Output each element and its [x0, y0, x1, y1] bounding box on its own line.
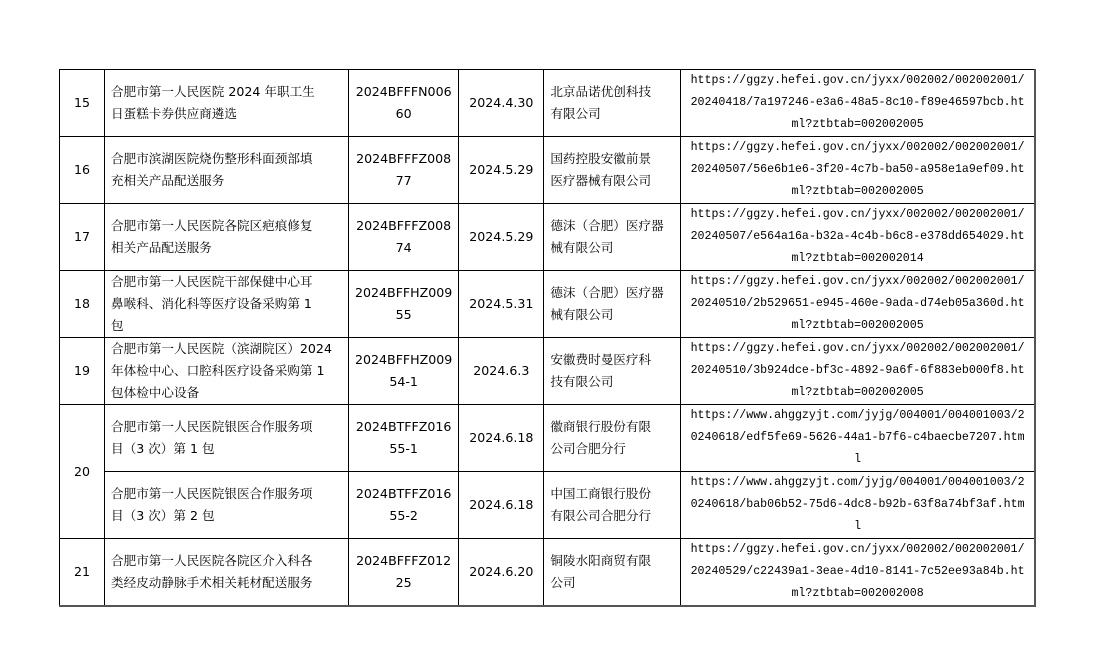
project-name-line: 合肥市第一人民医院银医合作服务项	[111, 486, 313, 501]
announcement-link-line[interactable]: l	[854, 520, 862, 533]
table-row	[60, 338, 1035, 405]
row-number: 20	[60, 405, 105, 539]
announcement-link-line[interactable]: ml?ztbtab=002002005	[791, 118, 924, 131]
announcement-link[interactable]	[681, 271, 1035, 338]
award-date: 2024.6.20	[459, 539, 544, 607]
table-row	[60, 137, 1035, 204]
announcement-link-line[interactable]: 0240618/edf5fe69-5626-44a1-b7f6-c4baecbe7207.htm	[690, 431, 1025, 444]
announcement-link-line[interactable]: 20240510/2b529651-e945-460e-9ada-d74eb05a360d.ht	[690, 297, 1025, 310]
award-date: 2024.6.18	[459, 472, 544, 539]
announcement-link-line[interactable]: ml?ztbtab=002002008	[791, 587, 924, 600]
project-name-line: 年体检中心、口腔科医疗设备采购第 1	[111, 363, 325, 378]
announcement-link-line[interactable]: 20240507/56e6b1e6-3f20-4c7b-ba50-a958e1a9ef09.ht	[690, 163, 1025, 176]
project-name-line: 包体检中心设备	[111, 385, 200, 400]
supplier-name-line: 徽商银行股份有限	[550, 419, 652, 434]
project-code-line: 2024BTFFZ016	[355, 419, 452, 434]
row-number: 17	[60, 204, 105, 271]
project-code-line: 2024BFFFZ012	[356, 553, 452, 568]
procurement-table	[59, 69, 1036, 607]
project-code	[349, 405, 459, 472]
project-name-line: 合肥市第一人民医院各院区疤痕修复	[111, 218, 313, 233]
supplier-name-line: 公司合肥分行	[550, 441, 626, 456]
announcement-link-line[interactable]: ml?ztbtab=002002005	[791, 386, 924, 399]
announcement-link[interactable]	[681, 539, 1035, 607]
project-code-line: 2024BFFFN006	[355, 84, 452, 99]
project-code	[349, 472, 459, 539]
project-name	[105, 137, 349, 204]
announcement-link[interactable]	[681, 405, 1035, 472]
row-number: 19	[60, 338, 105, 405]
table-row	[60, 70, 1035, 137]
supplier-name-line: 公司	[550, 575, 576, 590]
supplier-name-line: 国药控股安徽前景	[550, 151, 652, 166]
project-code	[349, 137, 459, 204]
announcement-link-line[interactable]: https://ggzy.hefei.gov.cn/jyxx/002002/002002001/	[690, 275, 1025, 288]
supplier-name	[544, 405, 681, 472]
project-name-line: 合肥市滨湖医院烧伤整形科面颈部填	[111, 151, 313, 166]
announcement-link-line[interactable]: ml?ztbtab=002002014	[791, 252, 924, 265]
announcement-link-line[interactable]: 20240529/c22439a1-3eae-4d10-8141-7c52ee93a84b.ht	[690, 565, 1025, 578]
announcement-link-line[interactable]: 20240507/e564a16a-b32a-4c4b-b6c8-e378dd654029.ht	[690, 230, 1025, 243]
project-code-line: 2024BFFFZ008	[356, 218, 452, 233]
project-code	[349, 204, 459, 271]
project-name	[105, 271, 349, 338]
project-name-line: 相关产品配送服务	[111, 240, 212, 255]
project-name	[105, 70, 349, 137]
project-code	[349, 539, 459, 607]
supplier-name-line: 械有限公司	[550, 307, 614, 322]
table-row	[60, 472, 1035, 539]
row-number: 21	[60, 539, 105, 607]
project-name-line: 鼻喉科、消化科等医疗设备采购第 1	[111, 296, 312, 311]
project-code-line: 60	[395, 106, 412, 121]
award-date: 2024.6.18	[459, 405, 544, 472]
announcement-link-line[interactable]: https://www.ahggzyjt.com/jyjg/004001/004001003/2	[690, 409, 1025, 422]
announcement-link-line[interactable]: 0240618/bab06b52-75d6-4dc8-b92b-63f8a74bf3af.htm	[690, 498, 1025, 511]
project-code-line: 2024BFFHZ009	[355, 285, 453, 300]
supplier-name-line: 有限公司合肥分行	[550, 508, 652, 523]
announcement-link-line[interactable]: https://www.ahggzyjt.com/jyjg/004001/004001003/2	[690, 476, 1025, 489]
award-date: 2024.5.29	[459, 204, 544, 271]
supplier-name-line: 铜陵水阳商贸有限	[550, 553, 652, 568]
project-name-line: 合肥市第一人民医院银医合作服务项	[111, 419, 313, 434]
supplier-name-line: 安徽费时曼医疗科	[550, 352, 652, 367]
project-code	[349, 271, 459, 338]
award-date: 2024.5.31	[459, 271, 544, 338]
project-name-line: 合肥市第一人民医院各院区介入科各	[111, 553, 313, 568]
announcement-link-line[interactable]: ml?ztbtab=002002005	[791, 185, 924, 198]
announcement-link-line[interactable]: 20240510/3b924dce-bf3c-4892-9a6f-6f883eb000f8.ht	[690, 364, 1025, 377]
project-name-line: 充相关产品配送服务	[111, 173, 225, 188]
award-date: 2024.6.3	[459, 338, 544, 405]
project-code-line: 74	[395, 240, 412, 255]
project-name-line: 合肥市第一人民医院（滨湖院区）2024	[111, 341, 332, 356]
supplier-name	[544, 539, 681, 607]
project-name-line: 目（3 次）第 2 包	[111, 508, 215, 523]
supplier-name	[544, 338, 681, 405]
project-code-line: 2024BFFFZ008	[356, 151, 452, 166]
project-code-line: 55-2	[389, 508, 418, 523]
award-date: 2024.4.30	[459, 70, 544, 137]
row-number: 16	[60, 137, 105, 204]
project-name-line: 类经皮动静脉手术相关耗材配送服务	[111, 575, 313, 590]
announcement-link-line[interactable]: https://ggzy.hefei.gov.cn/jyxx/002002/002002001/	[690, 74, 1025, 87]
table-row	[60, 204, 1035, 271]
project-code	[349, 338, 459, 405]
supplier-name	[544, 472, 681, 539]
project-name-line: 合肥市第一人民医院 2024 年职工生	[111, 84, 315, 99]
supplier-name-line: 德沫（合肥）医疗器	[550, 218, 664, 233]
announcement-link-line[interactable]: 20240418/7a197246-e3a6-48a5-8c10-f89e46597bcb.ht	[690, 96, 1025, 109]
project-code-line: 2024BFFHZ009	[355, 352, 453, 367]
project-code-line: 77	[395, 173, 412, 188]
project-code-line: 55	[395, 307, 412, 322]
row-number: 18	[60, 271, 105, 338]
announcement-link[interactable]	[681, 472, 1035, 539]
supplier-name-line: 械有限公司	[550, 240, 614, 255]
supplier-name	[544, 204, 681, 271]
project-name	[105, 472, 349, 539]
supplier-name	[544, 271, 681, 338]
announcement-link[interactable]	[681, 204, 1035, 271]
table-row	[60, 405, 1035, 472]
announcement-link[interactable]	[681, 70, 1035, 137]
table-row	[60, 539, 1035, 607]
award-date: 2024.5.29	[459, 137, 544, 204]
project-name-line: 合肥市第一人民医院干部保健中心耳	[111, 274, 313, 289]
supplier-name-line: 德沫（合肥）医疗器	[550, 285, 664, 300]
supplier-name-line: 技有限公司	[550, 374, 614, 389]
announcement-link[interactable]	[681, 137, 1035, 204]
project-code	[349, 70, 459, 137]
row-number: 15	[60, 70, 105, 137]
supplier-name-line: 北京品诺优创科技	[550, 84, 652, 99]
project-code-line: 2024BTFFZ016	[355, 486, 452, 501]
project-code-line: 54-1	[389, 374, 418, 389]
announcement-link-line[interactable]: ml?ztbtab=002002005	[791, 319, 924, 332]
project-name-line: 日蛋糕卡券供应商遴选	[111, 106, 237, 121]
supplier-name-line: 医疗器械有限公司	[550, 173, 652, 188]
project-name	[105, 539, 349, 607]
project-name	[105, 204, 349, 271]
supplier-name-line: 中国工商银行股份	[550, 486, 652, 501]
table-row	[60, 271, 1035, 338]
supplier-name	[544, 70, 681, 137]
supplier-name	[544, 137, 681, 204]
announcement-link-line[interactable]: https://ggzy.hefei.gov.cn/jyxx/002002/002002001/	[690, 342, 1025, 355]
announcement-link[interactable]	[681, 338, 1035, 405]
announcement-link-line[interactable]: l	[854, 453, 862, 466]
project-code-line: 55-1	[389, 441, 418, 456]
project-code-line: 25	[395, 575, 412, 590]
project-name	[105, 405, 349, 472]
announcement-link-line[interactable]: https://ggzy.hefei.gov.cn/jyxx/002002/002002001/	[690, 141, 1025, 154]
project-name-line: 包	[111, 318, 124, 333]
announcement-link-line[interactable]: https://ggzy.hefei.gov.cn/jyxx/002002/002002001/	[690, 208, 1025, 221]
announcement-link-line[interactable]: https://ggzy.hefei.gov.cn/jyxx/002002/002002001/	[690, 543, 1025, 556]
project-name	[105, 338, 349, 405]
supplier-name-line: 有限公司	[550, 106, 601, 121]
project-name-line: 目（3 次）第 1 包	[111, 441, 215, 456]
